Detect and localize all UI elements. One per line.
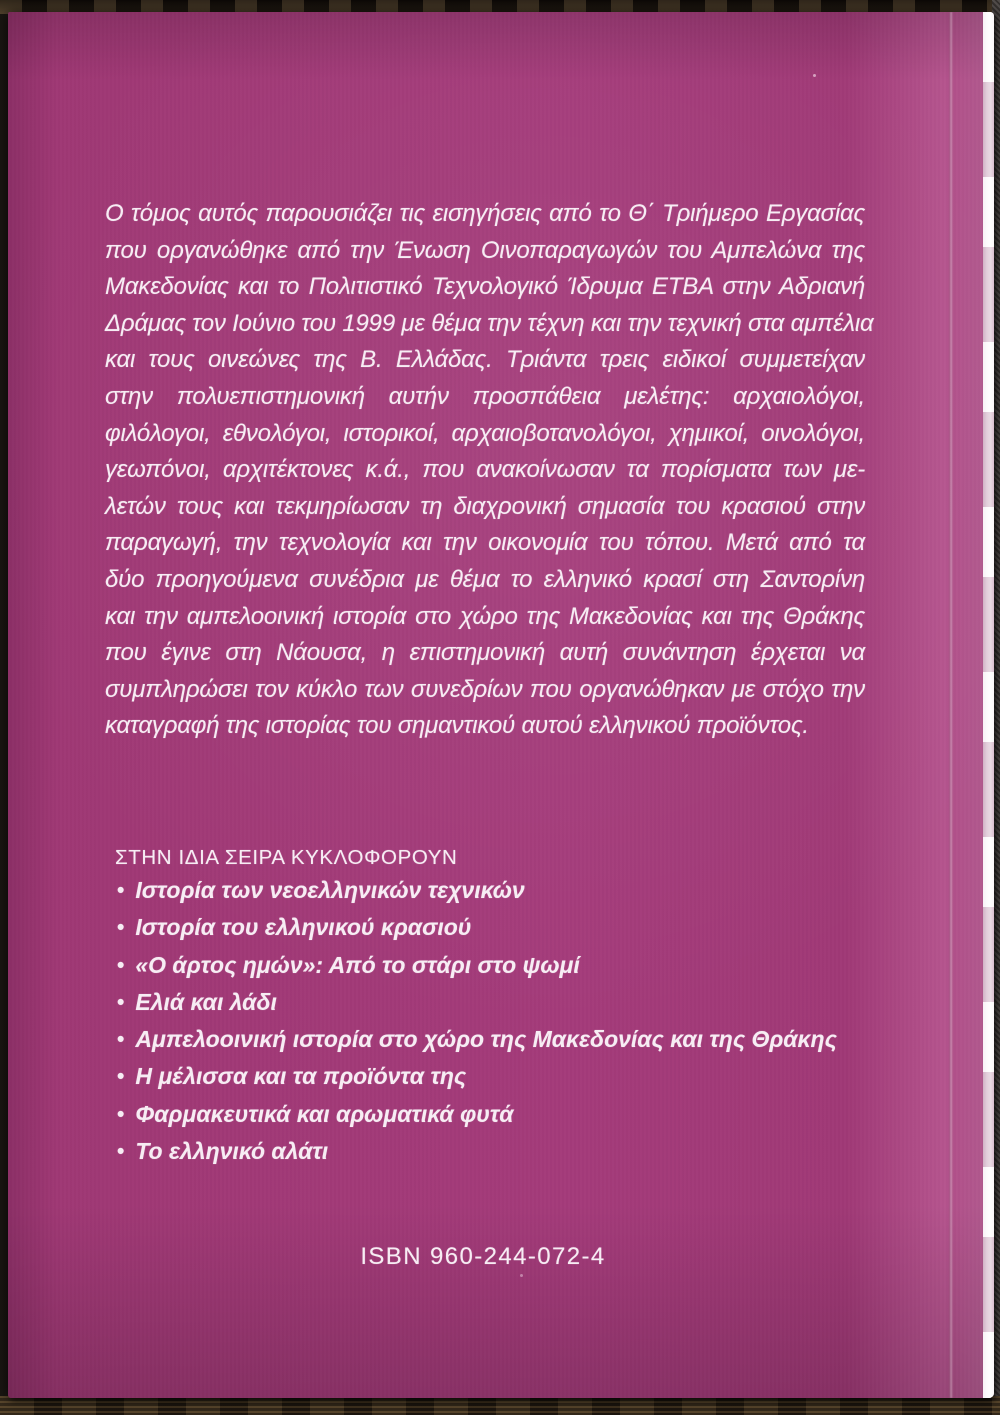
series-item-label: Ιστορία του ελληνικού κρασιού <box>135 914 472 941</box>
synopsis-line: και την αμπελοοινική ιστορία στο χώρο της Μακεδονίας και της Θράκης <box>105 602 865 630</box>
series-item-label: Ιστορία των νεοελληνικών τεχνικών <box>135 877 525 903</box>
bullet-icon: • <box>117 953 125 977</box>
series-item-label: Ελιά και λάδι <box>135 988 277 1015</box>
synopsis-line: που έγινε στη Νάουσα, η επιστημονική αυτή συνάντηση έρχεται να <box>105 639 865 667</box>
synopsis-line: συμπληρώσει τον κύκλο των συνεδρίων που οργανώθηκαν με στόχο την <box>105 675 865 703</box>
isbn-text: ISBN 960-244-072-4 <box>360 1243 606 1270</box>
synopsis-line: δύο προηγούμενα συνέδρια με θέμα το ελληνικό κρασί στη Σαντορίνη <box>105 565 865 593</box>
synopsis-line: παραγωγή, την τεχνολογία και την οικονομία του τόπου. Μετά από τα <box>105 529 865 557</box>
bullet-icon: • <box>117 1102 125 1126</box>
bullet-icon: • <box>117 1028 125 1052</box>
bullet-icon: • <box>117 1065 125 1089</box>
synopsis-line: Δράμας τον Ιούνιο του 1999 με θέμα την τέχνη και την τεχνική στα αμπέλια <box>105 309 874 337</box>
synopsis-line: που οργανώθηκε από την Ένωση Οινοπαραγωγών του Αμπελώνα της <box>105 236 865 264</box>
series-item <box>117 1058 897 1095</box>
series-item <box>117 872 897 909</box>
synopsis-line: Ο τόμος αυτός παρουσιάζει τις εισηγήσεις από το Θ΄ Τριήμερο Εργασίας <box>105 200 865 227</box>
series-item <box>117 1133 897 1170</box>
series-item-label: Φαρμακευτικά και αρωματικά φυτά <box>135 1100 514 1127</box>
bullet-icon: • <box>117 990 125 1014</box>
synopsis-line: καταγραφή της ιστορίας του σημαντικού αυτού ελληνικού προϊόντος. <box>105 712 809 740</box>
series-item-label: «Ο άρτος ημών»: Από το στάρι στο ψωμί <box>135 951 580 978</box>
series-heading: ΣΤΗΝ ΙΔΙΑ ΣΕΙΡΑ ΚΥΚΛΟΦΟΡΟΥΝ <box>115 846 458 869</box>
synopsis-line: λετών τους και τεκμηρίωσαν τη διαχρονική σημασία του κρασιού στην <box>105 492 865 520</box>
series-item-label: Αμπελοοινική ιστορία στο χώρο της Μακεδονίας και της Θράκης <box>135 1026 837 1053</box>
book-back-cover <box>8 12 994 1398</box>
series-item <box>117 909 897 946</box>
series-item <box>117 947 897 984</box>
series-item-label: Η μέλισσα και τα προϊόντα της <box>135 1063 467 1090</box>
cover-surface <box>8 12 983 1398</box>
bullet-icon: • <box>117 879 125 902</box>
cover-edge-highlight <box>953 12 983 1398</box>
synopsis-line: στην πολυεπιστημονική αυτήν προσπάθεια μελέτης: αρχαιολόγοι, <box>105 382 865 410</box>
dust-speck <box>813 74 816 77</box>
synopsis-line: και τους οινεώνες της Β. Ελλάδας. Τριάντα τρεις ειδικοί συμμετείχαν <box>105 346 865 374</box>
series-item <box>117 1021 897 1058</box>
background-surface-bottom <box>0 1396 1000 1415</box>
series-list <box>117 872 897 1170</box>
bullet-icon: • <box>117 1140 125 1164</box>
synopsis-paragraph <box>105 196 874 745</box>
series-item-label: Το ελληνικό αλάτι <box>135 1138 329 1165</box>
bullet-icon: • <box>117 916 125 940</box>
dust-speck <box>520 1274 523 1277</box>
page-edge <box>983 12 994 1398</box>
series-item <box>117 984 897 1021</box>
synopsis-line: Μακεδονίας και το Πολιτιστικό Τεχνολογικό Ίδρυμα ΕΤΒΑ στην Αδριανή <box>105 273 865 301</box>
synopsis-line: γεωπόνοι, αρχιτέκτονες κ.ά., που ανακοίνωσαν τα πορίσματα των με- <box>105 456 865 484</box>
series-item <box>117 1096 897 1133</box>
synopsis-line: φιλόλογοι, εθνολόγοι, ιστορικοί, αρχαιοβοτανολόγοι, χημικοί, οινολόγοι, <box>105 419 865 447</box>
